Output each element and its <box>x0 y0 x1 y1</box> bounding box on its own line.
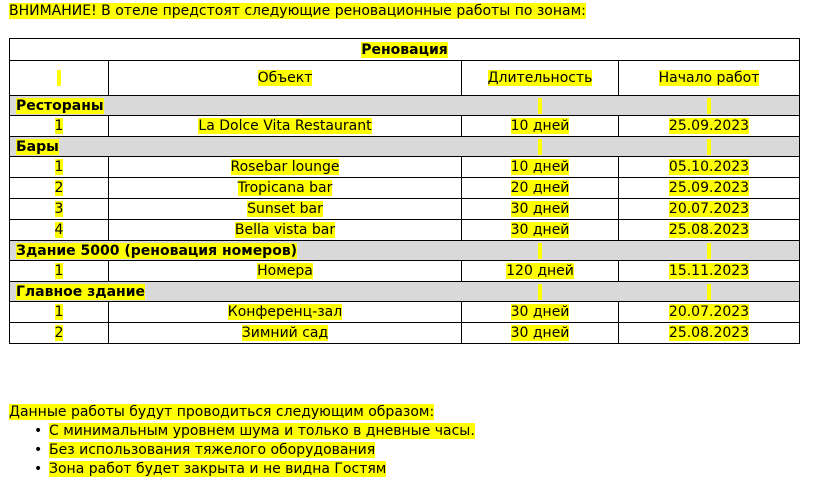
row-start: 05.10.2023 <box>668 159 750 175</box>
list-item <box>34 422 475 441</box>
footer-intro: Данные работы будут проводиться следующим образом: <box>9 404 435 420</box>
row-start: 20.07.2023 <box>668 201 750 217</box>
notice-label: ВНИМАНИЕ! В отеле предстоят следующие реновационные работы по зонам: <box>9 3 586 19</box>
table-header-row <box>10 61 800 96</box>
row-object: Bella vista bar <box>234 222 336 238</box>
header-num-marker <box>57 70 61 86</box>
bullet-icon: • <box>34 442 43 458</box>
row-num: 1 <box>54 263 64 279</box>
table-row <box>10 199 800 220</box>
section-marker <box>707 243 711 259</box>
table-row <box>10 220 800 241</box>
list-item-text: С минимальным уровнем шума и только в дневные часы. <box>49 423 475 439</box>
bullet-icon: • <box>34 461 43 477</box>
list-item <box>34 460 475 479</box>
row-num: 2 <box>54 325 64 341</box>
row-duration: 30 дней <box>510 201 570 217</box>
row-duration: 30 дней <box>510 222 570 238</box>
header-duration: Длительность <box>487 70 593 86</box>
row-num: 2 <box>54 180 64 196</box>
row-object: Sunset bar <box>247 201 323 217</box>
section-marker <box>538 243 542 259</box>
table-row <box>10 116 800 137</box>
header-start: Начало работ <box>658 70 760 86</box>
row-duration: 10 дней <box>510 118 570 134</box>
row-duration: 10 дней <box>510 159 570 175</box>
section-name: Главное здание <box>16 283 146 300</box>
renovation-table <box>9 38 800 344</box>
section-name: Здание 5000 (реновация номеров) <box>16 242 298 259</box>
section-marker <box>538 284 542 300</box>
row-object: Зимний сад <box>241 325 329 341</box>
list-item-text: Зона работ будет закрыта и не видна Гостям <box>49 461 387 477</box>
footer-list <box>9 422 475 479</box>
row-start: 25.08.2023 <box>668 325 750 341</box>
table-title: Реновация <box>361 41 448 58</box>
table-row <box>10 178 800 199</box>
row-start: 15.11.2023 <box>668 263 750 279</box>
table-row <box>10 157 800 178</box>
table-row <box>10 323 800 344</box>
section-row <box>10 241 800 261</box>
row-start: 25.09.2023 <box>668 180 750 196</box>
row-object: Конференц-зал <box>227 304 343 320</box>
section-marker <box>707 98 711 114</box>
section-marker <box>707 139 711 155</box>
row-num: 1 <box>54 304 64 320</box>
section-name-cell <box>10 96 109 116</box>
row-duration: 30 дней <box>510 304 570 320</box>
row-num: 3 <box>54 201 64 217</box>
section-name-cell <box>10 137 109 157</box>
section-name-cell <box>10 241 298 261</box>
row-object: Номера <box>257 263 313 279</box>
row-num: 4 <box>54 222 64 238</box>
row-num: 1 <box>54 159 64 175</box>
row-num: 1 <box>54 118 64 134</box>
list-item <box>34 441 475 460</box>
row-duration: 120 дней <box>506 263 574 279</box>
row-object: Tropicana bar <box>237 180 333 196</box>
table-row <box>10 302 800 323</box>
row-object: Rosebar lounge <box>230 159 340 175</box>
table-title-row <box>10 39 800 61</box>
table-row <box>10 261 800 282</box>
section-name: Бары <box>16 138 59 155</box>
row-start: 25.09.2023 <box>668 118 750 134</box>
section-name-cell <box>10 282 146 302</box>
header-object: Объект <box>257 70 313 86</box>
section-marker <box>538 139 542 155</box>
section-name: Рестораны <box>16 97 104 114</box>
section-marker <box>538 98 542 114</box>
row-duration: 30 дней <box>510 325 570 341</box>
section-row <box>10 282 800 302</box>
section-row <box>10 96 800 116</box>
footer-notes <box>9 403 475 479</box>
section-row <box>10 137 800 157</box>
bullet-icon: • <box>34 423 43 439</box>
row-duration: 20 дней <box>510 180 570 196</box>
section-marker <box>707 284 711 300</box>
notice-text <box>9 3 586 20</box>
row-start: 25.08.2023 <box>668 222 750 238</box>
row-object: La Dolce Vita Restaurant <box>198 118 372 134</box>
list-item-text: Без использования тяжелого оборудования <box>49 442 376 458</box>
row-start: 20.07.2023 <box>668 304 750 320</box>
